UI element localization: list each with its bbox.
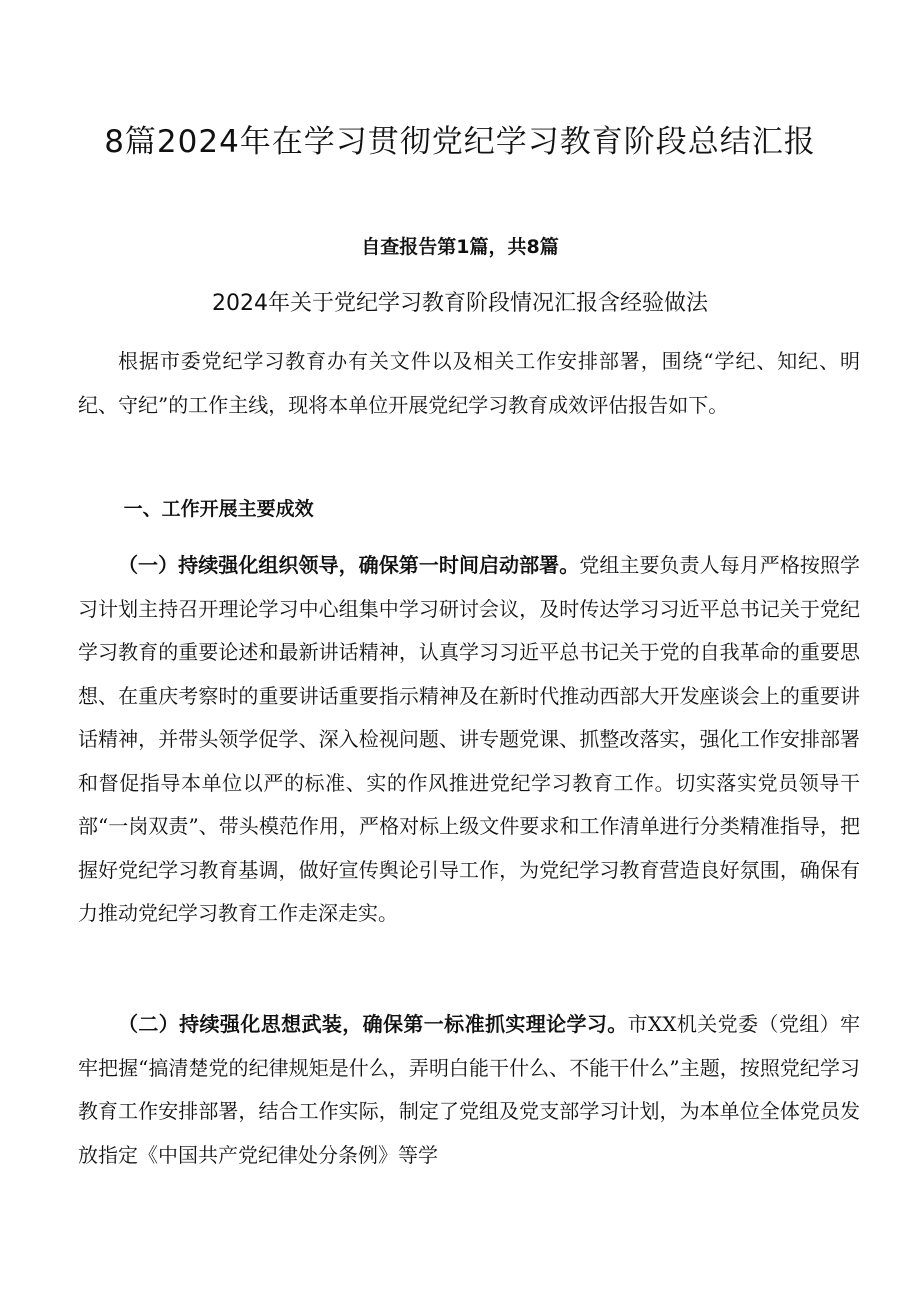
subsection-paragraph-2 — [78, 1003, 860, 1177]
subsection-paragraph-1 — [78, 544, 860, 936]
intro-paragraph: 根据市委党纪学习教育办有关文件以及相关工作安排部署，围绕“学纪、知纪、明纪、守纪”的工作主线，现将本单位开展党纪学习教育成效评估报告如下。 — [78, 349, 860, 417]
subsection-2-text: 市XX机关党委（党组）牢牢把握“搞清楚党的纪律规矩是什么，弄明白能干什么、不能干什么”主题，按照党纪学习教育工作安排部署，结合工作实际，制定了党组及党支部学习计划，为本单位全体党员发放指定《中国共产党纪律处分条例》等学 — [78, 1012, 860, 1167]
subsection-1-text: 党组主要负责人每月严格按照学习计划主持召开理论学习中心组集中学习研讨会议，及时传达学习习近平总书记关于党纪学习教育的重要论述和最新讲话精神，认真学习习近平总书记关于党的自我革命的重要思想、在重庆考察时的重要讲话重要指示精神及在新时代推动西部大开发座谈会上的重要讲话精神，并带头领学促学、深入检视问题、讲专题党课、抓整改落实，强化工作安排部署和督促指导本单位以严的标准、实的作风推进党纪学习教育工作。切实落实党员领导干部“一岗双责”、带头模范作用，严格对标上级文件要求和工作清单进行分类精准指导，把握好党纪学习教育基调，做好宣传舆论引导工作，为党纪学习教育营造良好氛围，确保有力推动党纪学习教育工作走深走实。 — [78, 553, 861, 925]
document-title: 8篇2024年在学习贯彻党纪学习教育阶段总结汇报 — [104, 124, 816, 160]
subsection-2-lead: （二）持续强化思想武装，确保第一标准抓实理论学习。 — [118, 1012, 628, 1036]
article-title: 2024年关于党纪学习教育阶段情况汇报含经验做法 — [212, 291, 708, 316]
section-heading-one: 一、工作开展主要成效 — [123, 498, 314, 520]
subsection-1-lead: （一）持续强化组织领导，确保第一时间启动部署。 — [118, 553, 580, 577]
part-label: 自查报告第1篇，共8篇 — [361, 236, 559, 258]
